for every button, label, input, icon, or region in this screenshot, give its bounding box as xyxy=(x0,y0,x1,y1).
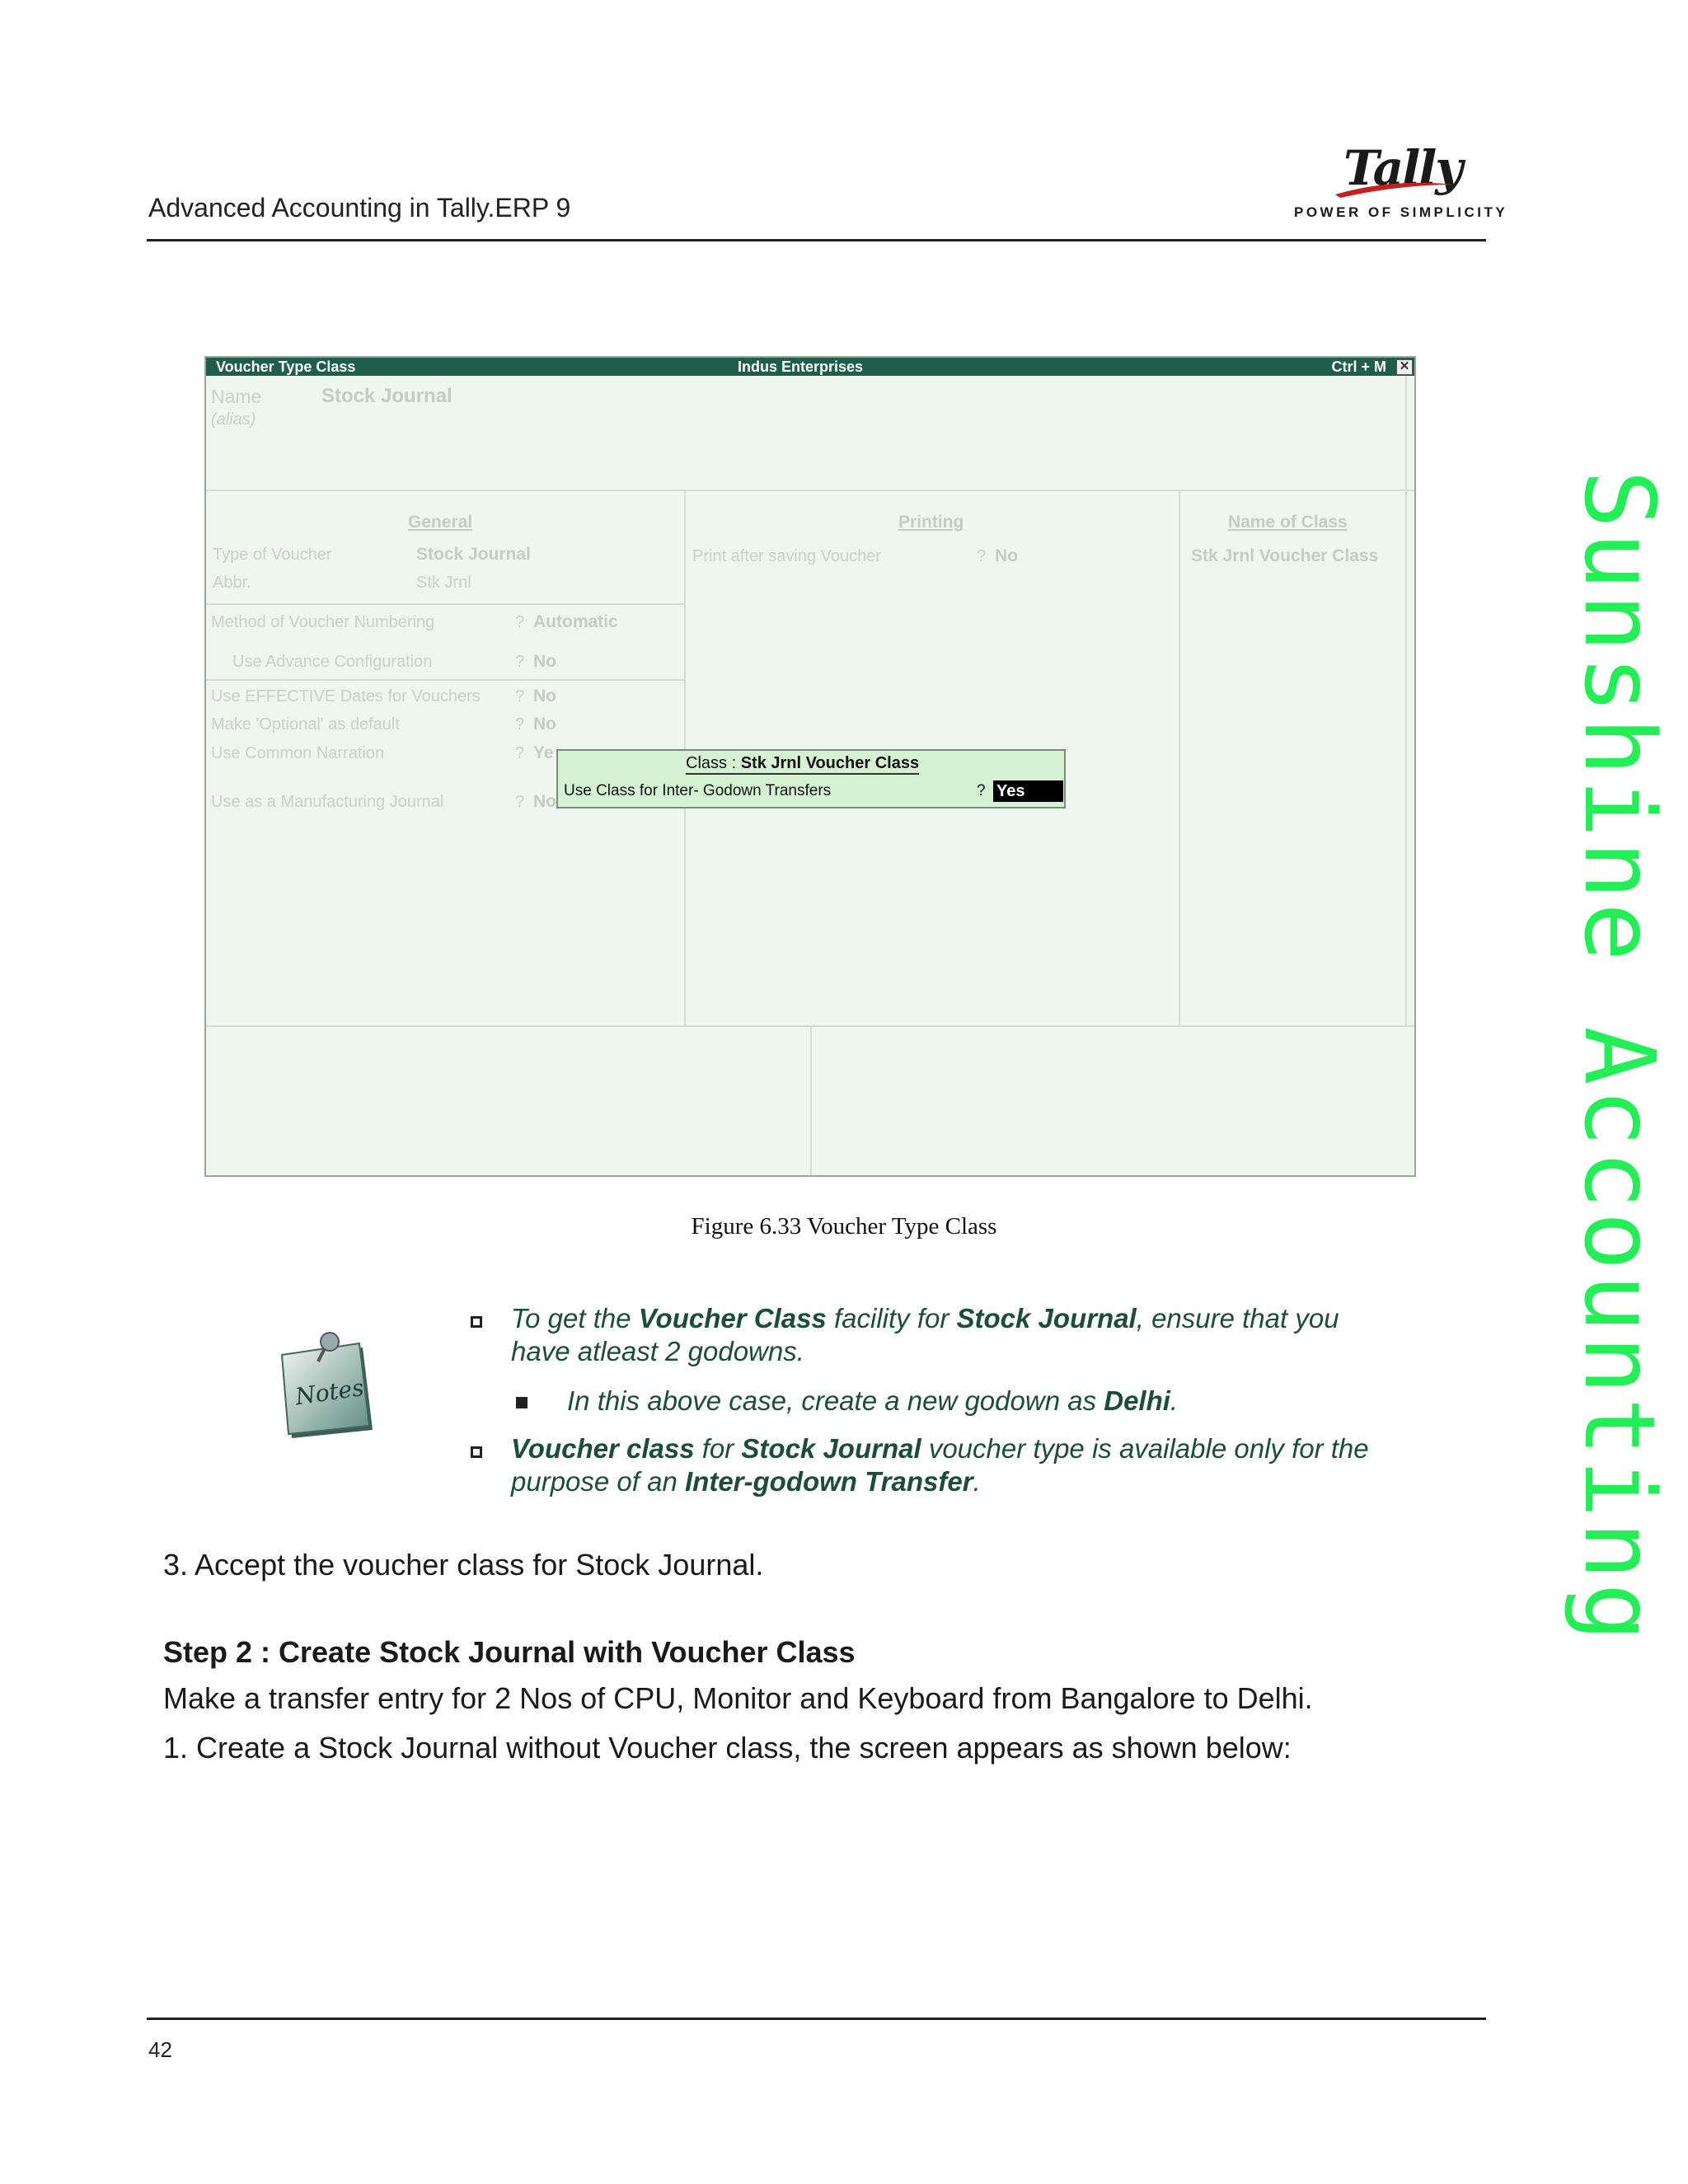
common-narration-label: Use Common Narration xyxy=(211,744,385,762)
class-popup xyxy=(556,749,1066,808)
name-of-class-heading: Name of Class xyxy=(1228,513,1348,532)
tally-logo xyxy=(1294,140,1508,231)
note-1-sub xyxy=(567,1385,1178,1418)
advance-config-value: No xyxy=(533,652,556,671)
window-title: Voucher Type Class xyxy=(216,359,356,375)
note-sub-bullet xyxy=(516,1397,528,1408)
name-of-class-value: Stk Jrnl Voucher Class xyxy=(1191,546,1379,565)
printing-heading: Printing xyxy=(898,513,964,532)
page-number: 42 xyxy=(148,2037,172,2062)
header-rule xyxy=(147,239,1486,241)
note-text: purpose of an xyxy=(511,1466,685,1497)
inter-godown-value-field[interactable]: Yes xyxy=(993,780,1063,802)
note-text: facility for xyxy=(826,1303,957,1333)
transfer-text: Make a transfer entry for 2 Nos of CPU, Monitor and Keyboard from Bangalore to Delhi. xyxy=(163,1681,1313,1715)
notes-icon xyxy=(272,1319,379,1442)
divider xyxy=(1405,376,1407,1025)
optional-default-value: No xyxy=(533,715,556,733)
question-mark: ? xyxy=(515,715,525,733)
voucher-type-class-window xyxy=(204,356,1416,1177)
note-text-bold: Voucher Class xyxy=(638,1303,827,1333)
abbr-value: Stk Jrnl xyxy=(416,574,471,592)
popup-title-value: Stk Jrnl Voucher Class xyxy=(740,754,920,772)
note-text-bold: Delhi xyxy=(1104,1385,1170,1416)
note-text-bold: Inter-godown Transfer xyxy=(685,1466,973,1497)
note-bullet xyxy=(471,1316,482,1328)
divider xyxy=(1179,490,1180,1025)
note-text: voucher type is available only for the xyxy=(921,1433,1369,1464)
manufacturing-journal-value: No xyxy=(533,792,556,811)
divider xyxy=(206,679,684,681)
shortcut-label: Ctrl + M xyxy=(1331,359,1386,375)
page-header-title: Advanced Accounting in Tally.ERP 9 xyxy=(148,193,571,223)
question-mark: ? xyxy=(977,782,986,799)
popup-title-prefix: Class : xyxy=(686,754,737,772)
question-mark: ? xyxy=(515,613,525,631)
tally-logo-word: Tally xyxy=(1343,140,1461,196)
note-text: . xyxy=(973,1466,981,1497)
general-heading: General xyxy=(408,513,473,532)
popup-title xyxy=(686,754,919,775)
tally-swoosh-icon xyxy=(1334,173,1457,199)
figure-caption: Figure 6.33 Voucher Type Class xyxy=(691,1213,997,1240)
note-text: for xyxy=(694,1433,742,1464)
question-mark: ? xyxy=(515,744,525,762)
optional-default-label: Make 'Optional' as default xyxy=(211,715,400,733)
question-mark: ? xyxy=(515,687,525,705)
note-text: In this above case, create a new godown as xyxy=(567,1385,1104,1416)
divider xyxy=(206,603,684,605)
watermark-text: Sunshine Accounting xyxy=(1563,470,1676,1645)
numbering-label: Method of Voucher Numbering xyxy=(211,613,435,631)
note-bullet xyxy=(471,1446,482,1458)
alias-label: (alias) xyxy=(211,410,256,429)
tally-logo-tagline: POWER OF SIMPLICITY xyxy=(1294,204,1508,220)
divider xyxy=(206,490,1414,491)
step-3-text: 3. Accept the voucher class for Stock Journal. xyxy=(163,1548,764,1582)
question-mark: ? xyxy=(515,653,525,671)
notes-icon-label: Notes xyxy=(293,1373,366,1411)
question-mark: ? xyxy=(977,547,987,565)
manufacturing-journal-label: Use as a Manufacturing Journal xyxy=(211,793,444,811)
step-1-text: 1. Create a Stock Journal without Voucher class, the screen appears as shown below: xyxy=(163,1731,1292,1765)
print-after-saving-label: Print after saving Voucher xyxy=(692,547,882,565)
note-2 xyxy=(511,1432,1369,1498)
advance-config-label: Use Advance Configuration xyxy=(232,653,433,671)
question-mark: ? xyxy=(515,793,525,811)
note-text-bold: Voucher class xyxy=(511,1433,695,1464)
note-text: To get the xyxy=(511,1303,639,1333)
inter-godown-label: Use Class for Inter- Godown Transfers xyxy=(564,782,832,799)
divider xyxy=(810,1025,812,1175)
note-text-bold: Stock Journal xyxy=(956,1303,1137,1333)
window-title-bar xyxy=(206,358,1414,376)
step-2-heading: Step 2 : Create Stock Journal with Voucher Class xyxy=(163,1635,856,1669)
note-text: have atleast 2 godowns. xyxy=(511,1336,804,1366)
footer-rule xyxy=(147,2018,1486,2020)
effective-dates-value: No xyxy=(533,687,556,705)
note-text-bold: Stock Journal xyxy=(741,1433,921,1464)
close-icon[interactable]: ✕ xyxy=(1396,359,1413,375)
note-text: . xyxy=(1170,1385,1179,1416)
print-after-saving-value: No xyxy=(995,546,1018,565)
numbering-value: Automatic xyxy=(533,612,618,631)
effective-dates-label: Use EFFECTIVE Dates for Vouchers xyxy=(211,687,481,705)
type-of-voucher-label: Type of Voucher xyxy=(213,546,332,564)
watermark xyxy=(1562,470,1677,1731)
common-narration-value: Ye xyxy=(533,743,554,762)
note-text: , ensure that you xyxy=(1136,1303,1339,1333)
name-label: Name xyxy=(211,386,262,407)
abbr-label: Abbr. xyxy=(213,574,251,592)
type-of-voucher-value: Stock Journal xyxy=(416,545,531,564)
note-1 xyxy=(511,1302,1339,1368)
name-value: Stock Journal xyxy=(321,385,452,407)
company-name: Indus Enterprises xyxy=(738,359,864,375)
